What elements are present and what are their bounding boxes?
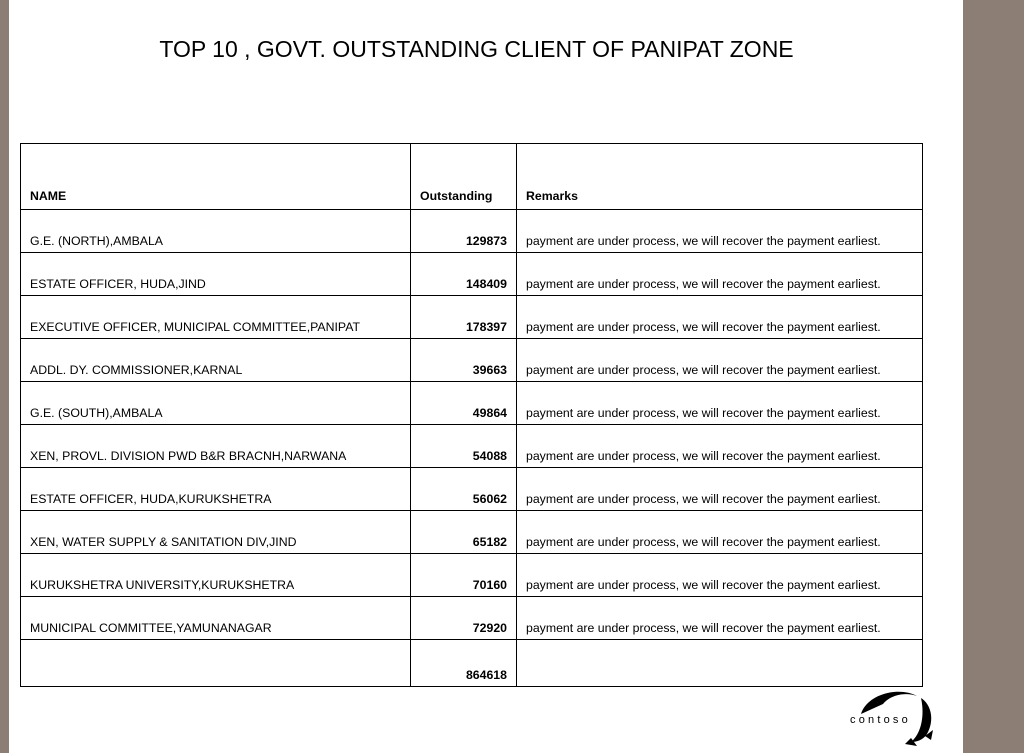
table-row <box>21 425 923 468</box>
column-header-name: NAME <box>21 144 411 210</box>
cell-remarks: payment are under process, we will recover the payment earliest. <box>517 511 923 554</box>
table-row <box>21 382 923 425</box>
cell-outstanding: 39663 <box>411 339 517 382</box>
cell-name: G.E. (NORTH),AMBALA <box>21 210 411 253</box>
total-remarks-cell <box>517 640 923 687</box>
total-outstanding: 864618 <box>411 640 517 687</box>
cell-remarks: payment are under process, we will recover the payment earliest. <box>517 597 923 640</box>
table-row <box>21 253 923 296</box>
cell-remarks: payment are under process, we will recover the payment earliest. <box>517 296 923 339</box>
logo-wordmark: contoso <box>850 714 911 726</box>
cell-outstanding: 72920 <box>411 597 517 640</box>
cell-outstanding: 54088 <box>411 425 517 468</box>
outstanding-table <box>20 143 923 687</box>
slide <box>9 0 963 753</box>
table-row <box>21 468 923 511</box>
cell-outstanding: 70160 <box>411 554 517 597</box>
table-header-row <box>21 144 923 210</box>
table-row <box>21 511 923 554</box>
table-row <box>21 554 923 597</box>
table-row <box>21 210 923 253</box>
cell-name: ESTATE OFFICER, HUDA,JIND <box>21 253 411 296</box>
cell-name: ESTATE OFFICER, HUDA,KURUKSHETRA <box>21 468 411 511</box>
cell-outstanding: 129873 <box>411 210 517 253</box>
cell-remarks: payment are under process, we will recover the payment earliest. <box>517 253 923 296</box>
cell-name: ADDL. DY. COMMISSIONER,KARNAL <box>21 339 411 382</box>
cell-name: XEN, PROVL. DIVISION PWD B&R BRACNH,NARWANA <box>21 425 411 468</box>
total-label-cell <box>21 640 411 687</box>
cell-outstanding: 49864 <box>411 382 517 425</box>
page-title: TOP 10 , GOVT. OUTSTANDING CLIENT OF PANIPAT ZONE <box>159 36 794 62</box>
cell-remarks: payment are under process, we will recover the payment earliest. <box>517 210 923 253</box>
table-row <box>21 296 923 339</box>
cell-remarks: payment are under process, we will recover the payment earliest. <box>517 425 923 468</box>
table-row <box>21 339 923 382</box>
cell-outstanding: 65182 <box>411 511 517 554</box>
column-header-outstanding: Outstanding <box>411 144 517 210</box>
contoso-logo <box>847 686 947 748</box>
table-row <box>21 597 923 640</box>
cell-outstanding: 56062 <box>411 468 517 511</box>
cell-name: MUNICIPAL COMMITTEE,YAMUNANAGAR <box>21 597 411 640</box>
cell-name: XEN, WATER SUPPLY & SANITATION DIV,JIND <box>21 511 411 554</box>
cell-outstanding: 148409 <box>411 253 517 296</box>
cell-outstanding: 178397 <box>411 296 517 339</box>
cell-remarks: payment are under process, we will recover the payment earliest. <box>517 339 923 382</box>
cell-name: G.E. (SOUTH),AMBALA <box>21 382 411 425</box>
cell-name: EXECUTIVE OFFICER, MUNICIPAL COMMITTEE,PANIPAT <box>21 296 411 339</box>
cell-remarks: payment are under process, we will recover the payment earliest. <box>517 468 923 511</box>
column-header-remarks: Remarks <box>517 144 923 210</box>
total-row <box>21 640 923 687</box>
cell-remarks: payment are under process, we will recover the payment earliest. <box>517 382 923 425</box>
cell-name: KURUKSHETRA UNIVERSITY,KURUKSHETRA <box>21 554 411 597</box>
cell-remarks: payment are under process, we will recover the payment earliest. <box>517 554 923 597</box>
